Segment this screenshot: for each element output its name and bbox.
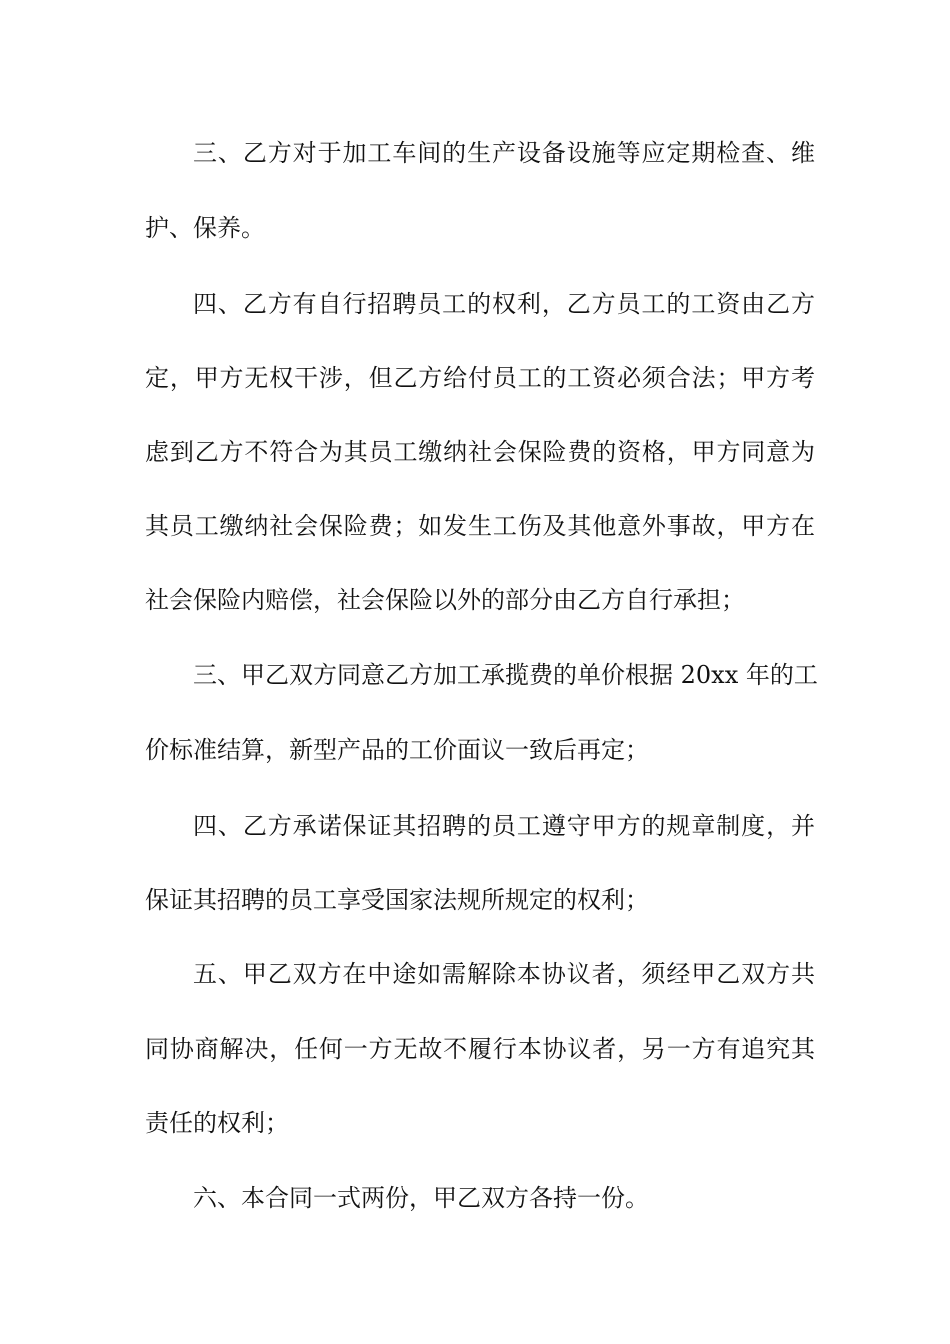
text-line: 社会保险内赔偿，社会保险以外的部分由乙方自行承担； bbox=[145, 586, 745, 614]
text-line: 六、本合同一式两份，甲乙双方各持一份。 bbox=[193, 1184, 649, 1212]
text-line: 护、保养。 bbox=[145, 214, 265, 242]
text-line: 虑到乙方不符合为其员工缴纳社会保险费的资格，甲方同意为 bbox=[145, 438, 815, 466]
text-line: 其员工缴纳社会保险费；如发生工伤及其他意外事故，甲方在 bbox=[145, 512, 815, 540]
text-line: 四、乙方承诺保证其招聘的员工遵守甲方的规章制度，并 bbox=[193, 812, 815, 840]
text-line: 责任的权利； bbox=[145, 1109, 289, 1137]
text-line: 三、乙方对于加工车间的生产设备设施等应定期检查、维 bbox=[193, 139, 815, 167]
text-line: 四、乙方有自行招聘员工的权利，乙方员工的工资由乙方 bbox=[193, 290, 815, 318]
text-line: 保证其招聘的员工享受国家法规所规定的权利； bbox=[145, 886, 649, 914]
text-line: 定，甲方无权干涉，但乙方给付员工的工资必须合法；甲方考 bbox=[145, 364, 815, 392]
text-line: 同协商解决，任何一方无故不履行本协议者，另一方有追究其 bbox=[145, 1035, 815, 1063]
text-line: 三、甲乙双方同意乙方加工承揽费的单价根据 20xx 年的工 bbox=[193, 661, 818, 689]
text-line: 价标准结算，新型产品的工价面议一致后再定； bbox=[145, 736, 649, 764]
text-line: 五、甲乙双方在中途如需解除本协议者，须经甲乙双方共 bbox=[193, 960, 815, 988]
